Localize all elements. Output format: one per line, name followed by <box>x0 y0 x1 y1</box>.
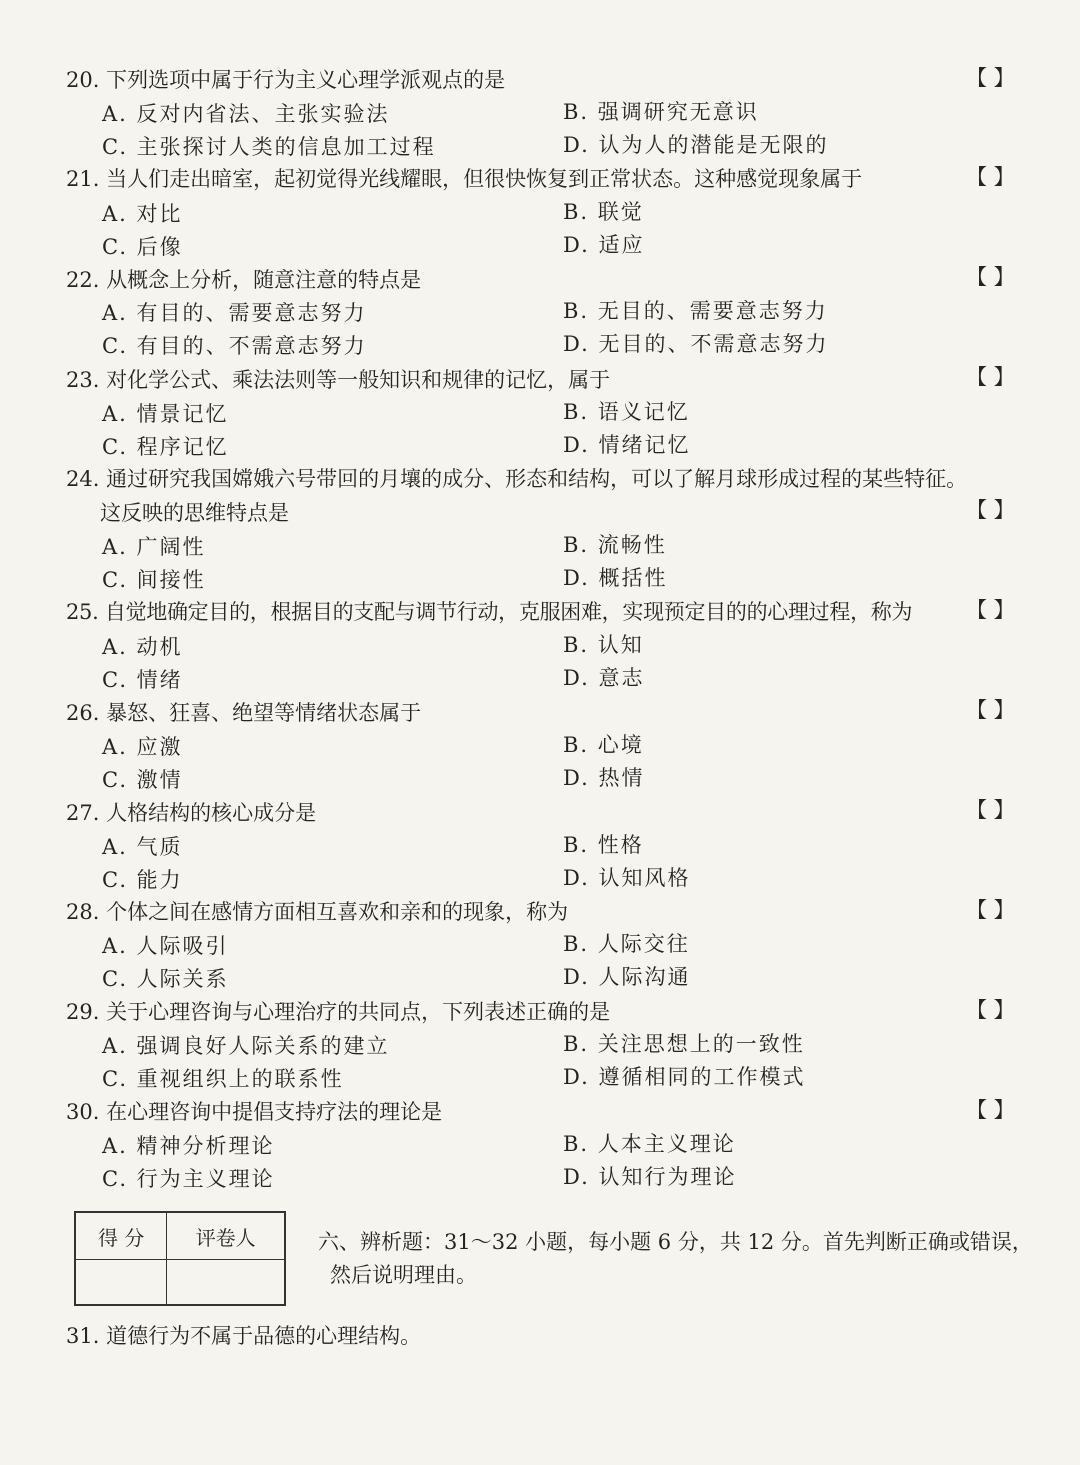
q26-option-d: D. 热情 <box>563 766 645 790</box>
q26-option-a: A. 应激 <box>102 735 183 759</box>
question-26-stem: 26. 暴怒、狂喜、绝望等情绪状态属于 <box>66 701 422 725</box>
q25-option-c: C. 情绪 <box>102 668 183 692</box>
q23-option-c: C. 程序记忆 <box>102 435 229 459</box>
question-22-stem: 22. 从概念上分析，随意注意的特点是 <box>66 268 422 292</box>
q20-option-d: D. 认为人的潜能是无限的 <box>563 133 829 157</box>
q29-option-d: D. 遵循相同的工作模式 <box>563 1065 806 1089</box>
q20-option-a: A. 反对内省法、主张实验法 <box>102 102 390 126</box>
q28-option-c: C. 人际关系 <box>102 967 229 991</box>
answer-bracket-28[interactable]: 【 】 <box>966 898 1015 922</box>
question-21-stem: 21. 当人们走出暗室，起初觉得光线耀眼，但很快恢复到正常状态。这种感觉现象属于 <box>66 167 863 191</box>
answer-bracket-29[interactable]: 【 】 <box>966 998 1015 1022</box>
q27-option-a: A. 气质 <box>102 835 183 859</box>
answer-bracket-27[interactable]: 【 】 <box>966 798 1015 822</box>
q27-option-d: D. 认知风格 <box>563 866 691 890</box>
q23-option-b: B. 语义记忆 <box>563 400 690 424</box>
section-heading-line1: 六、辨析题：31～32 小题，每小题 6 分，共 12 分。首先判断正确或错误， <box>318 1230 1033 1254</box>
q25-option-d: D. 意志 <box>563 666 645 690</box>
answer-bracket-25[interactable]: 【 】 <box>966 598 1015 622</box>
q25-option-b: B. 认知 <box>563 633 644 657</box>
question-31-stem: 31. 道德行为不属于品德的心理结构。 <box>66 1324 422 1348</box>
grader-cell[interactable] <box>167 1260 285 1306</box>
q29-option-a: A. 强调良好人际关系的建立 <box>102 1034 390 1058</box>
score-table <box>74 1211 286 1306</box>
q23-option-a: A. 情景记忆 <box>102 402 229 426</box>
q22-option-d: D. 无目的、不需意志努力 <box>563 332 829 356</box>
score-header: 得 分 <box>75 1212 167 1260</box>
answer-bracket-22[interactable]: 【 】 <box>966 265 1015 289</box>
q24-option-c: C. 间接性 <box>102 568 206 592</box>
q30-option-b: B. 人本主义理论 <box>563 1132 736 1156</box>
q29-option-b: B. 关注思想上的一致性 <box>563 1032 805 1056</box>
q23-option-d: D. 情绪记忆 <box>563 433 691 457</box>
q24-option-b: B. 流畅性 <box>563 533 667 557</box>
q30-option-a: A. 精神分析理论 <box>102 1134 275 1158</box>
q26-option-c: C. 激情 <box>102 768 183 792</box>
answer-bracket-24[interactable]: 【 】 <box>966 498 1015 522</box>
question-28-stem: 28. 个体之间在感情方面相互喜欢和亲和的现象，称为 <box>66 900 569 924</box>
q26-option-b: B. 心境 <box>563 733 644 757</box>
q21-option-a: A. 对比 <box>102 202 183 226</box>
question-29-stem: 29. 关于心理咨询与心理治疗的共同点，下列表述正确的是 <box>66 1000 611 1024</box>
answer-bracket-21[interactable]: 【 】 <box>966 165 1015 189</box>
q27-option-c: C. 能力 <box>102 868 183 892</box>
answer-bracket-23[interactable]: 【 】 <box>966 365 1015 389</box>
answer-bracket-20[interactable]: 【 】 <box>966 66 1015 90</box>
q25-option-a: A. 动机 <box>102 635 183 659</box>
question-20-stem: 20. 下列选项中属于行为主义心理学派观点的是 <box>66 68 506 92</box>
q24-option-d: D. 概括性 <box>563 566 668 590</box>
q28-option-b: B. 人际交往 <box>563 932 690 956</box>
question-25-stem: 25. 自觉地确定目的，根据目的支配与调节行动，克服困难，实现预定目的的心理过程，称为 <box>66 600 913 624</box>
q27-option-b: B. 性格 <box>563 833 644 857</box>
q24-option-a: A. 广阔性 <box>102 535 206 559</box>
q30-option-c: C. 行为主义理论 <box>102 1167 275 1191</box>
q28-option-d: D. 人际沟通 <box>563 965 691 989</box>
question-24-stem-continued: 这反映的思维特点是 <box>100 501 289 525</box>
section-heading-line2: 然后说明理由。 <box>330 1263 477 1287</box>
score-cell[interactable] <box>75 1260 167 1306</box>
q22-option-c: C. 有目的、不需意志努力 <box>102 334 367 358</box>
question-30-stem: 30. 在心理咨询中提倡支持疗法的理论是 <box>66 1100 443 1124</box>
q28-option-a: A. 人际吸引 <box>102 934 229 958</box>
q21-option-c: C. 后像 <box>102 235 183 259</box>
question-24-stem: 24. 通过研究我国嫦娥六号带回的月壤的成分、形态和结构，可以了解月球形成过程的某些特征。 <box>66 467 968 491</box>
question-23-stem: 23. 对化学公式、乘法法则等一般知识和规律的记忆，属于 <box>66 368 611 392</box>
q22-option-b: B. 无目的、需要意志努力 <box>563 299 828 323</box>
q22-option-a: A. 有目的、需要意志努力 <box>102 301 367 325</box>
q20-option-b: B. 强调研究无意识 <box>563 100 759 124</box>
question-27-stem: 27. 人格结构的核心成分是 <box>66 801 317 825</box>
q21-option-d: D. 适应 <box>563 233 645 257</box>
q21-option-b: B. 联觉 <box>563 200 644 224</box>
q30-option-d: D. 认知行为理论 <box>563 1165 737 1189</box>
q20-option-c: C. 主张探讨人类的信息加工过程 <box>102 135 436 159</box>
grader-header: 评卷人 <box>167 1212 285 1260</box>
q29-option-c: C. 重视组织上的联系性 <box>102 1067 344 1091</box>
answer-bracket-26[interactable]: 【 】 <box>966 698 1015 722</box>
answer-bracket-30[interactable]: 【 】 <box>966 1098 1015 1122</box>
